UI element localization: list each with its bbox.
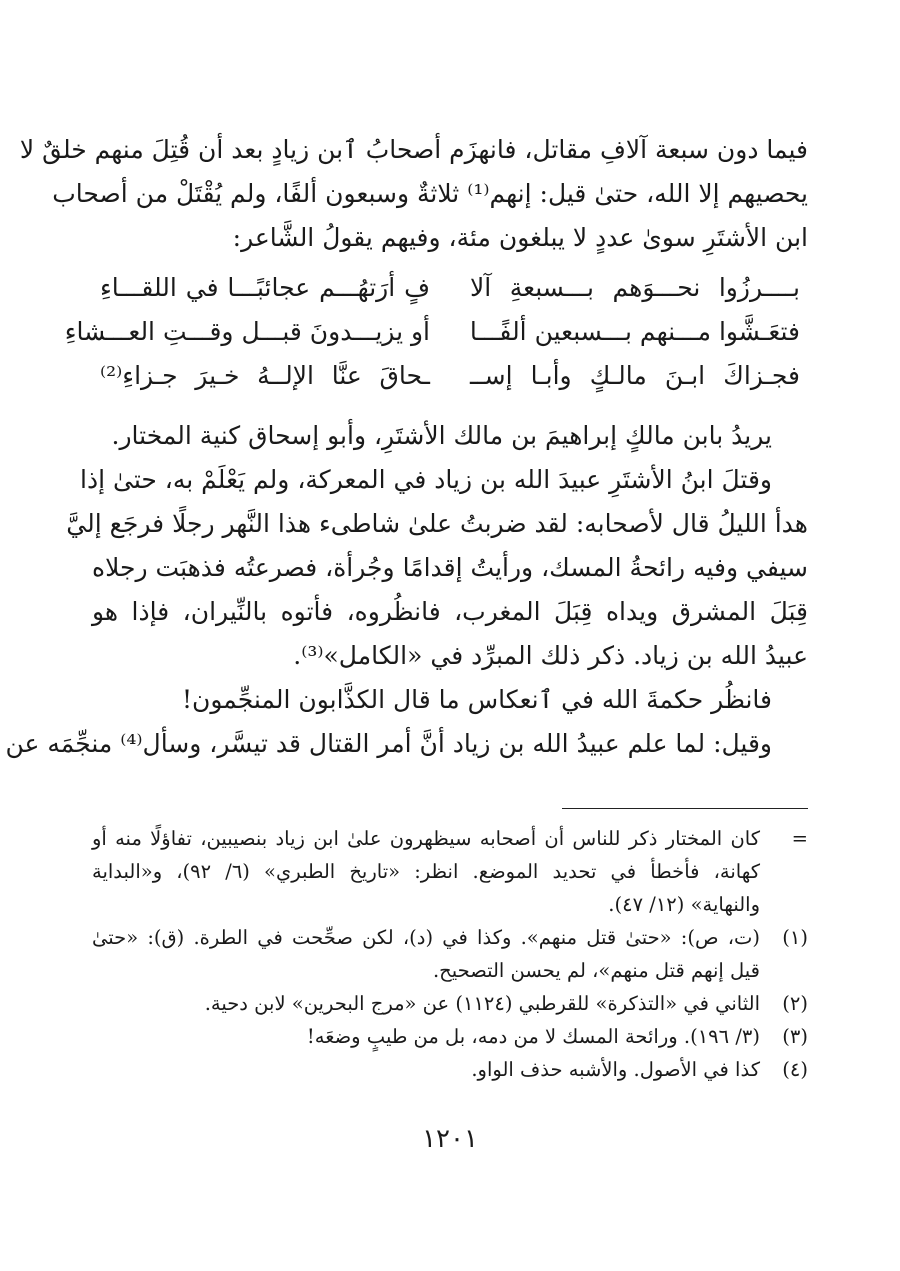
text-line: قِبَلَ المشرق ويداه قِبَلَ المغرب، فانظُروه، فأتوه بالنِّيران، فإذا هو — [92, 597, 808, 626]
footnote-marker: (١) — [782, 926, 808, 949]
verse-first-hemistich: بــــرزُوا نحـــوَهم بـــسبعةِ آلا — [470, 273, 800, 302]
poem-verse — [100, 354, 800, 398]
text-line: فانظُر حكمةَ الله في ٱنعكاس ما قال الكذَّابون المنجِّمون! — [181, 685, 772, 714]
footnote-3 — [92, 1020, 808, 1053]
verse-second-hemistich: فٍ أرَتهُـــم عجائبًـــا في اللقـــاءِ — [100, 273, 430, 302]
footnote-line: الثاني في «التذكرة» للقرطبي (١١٢٤) عن «مرج البحرين» لابن دحية. — [204, 992, 760, 1015]
footnote-marker: (٢) — [782, 992, 808, 1015]
footnote-4 — [92, 1053, 808, 1086]
text-line: هدأ الليلُ قال لأصحابه: لقد ضربتُ علىٰ شاطىء هذا النَّهر رجلًا فرجَع إليَّ — [66, 509, 808, 538]
main-text-after-poem — [5, 414, 808, 766]
poem-verse — [100, 266, 800, 310]
poem-verse — [64, 310, 800, 354]
main-text-before-poem — [19, 128, 808, 260]
page-number: ١٢٠١ — [422, 1124, 478, 1154]
verse-first-hemistich: فتعَـشَّوا مـــنهم بـــسبعين ألفًـــا — [469, 317, 800, 346]
footnote-line: كان المختار ذكر للناس أن أصحابه سيظهرون علىٰ ابن زياد بنصيبين، تفاؤلًا منه أو — [92, 827, 760, 850]
text-line: عبيدُ الله بن زياد. ذكر ذلك المبرِّد في «الكامل»⁽³⁾. — [293, 641, 808, 670]
footnote-marker: (٤) — [782, 1058, 808, 1081]
verse-second-hemistich: ـحاقَ عنَّا الإلــهُ خـيرَ جـزاءِ⁽²⁾ — [100, 361, 430, 390]
footnotes — [92, 822, 808, 1086]
text-line: يحصيهم إلا الله، حتىٰ قيل: إنهم⁽¹⁾ ثلاثةٌ وسبعون ألفًا، ولم يُقْتَلْ من أصحاب — [52, 179, 808, 208]
text-line: فيما دون سبعة آلافِ مقاتل، فانهزَم أصحابُ ٱبن زيادٍ بعد أن قُتِلَ منهم خلقٌ لا — [19, 135, 808, 164]
footnote-2 — [92, 987, 808, 1020]
footnote-line: قيل إنهم قتل منهم»، لم يحسن التصحيح. — [432, 959, 760, 982]
footnote-line: (ت، ص): «حتىٰ قتل منهم». وكذا في (د)، لكن صحِّحت في الطرة. (ق): «حتىٰ — [92, 926, 760, 949]
footnote-separator — [562, 808, 808, 809]
text-line: وقتلَ ابنُ الأشتَرِ عبيدَ الله بن زياد في المعركة، ولم يَعْلَمْ به، حتىٰ إذا — [80, 465, 772, 494]
footnote-marker: = — [791, 827, 808, 850]
footnote-marker: (٣) — [782, 1025, 808, 1048]
verse-second-hemistich: أو يزيـــدونَ قبـــل وقـــتِ العـــشاءِ — [64, 317, 430, 346]
text-line: سيفي وفيه رائحةُ المسك، ورأيتُ إقدامًا وجُرأة، فصرعتُه فذهبَت رجلاه — [92, 553, 808, 582]
verse-first-hemistich: فجـزاكَ ابـنَ مالـكٍ وأبـا إســ — [470, 361, 800, 390]
footnote-continued — [92, 822, 808, 921]
text-line: ابن الأشتَرِ سوىٰ عددٍ لا يبلغون مئة، وفيهم يقولُ الشَّاعر: — [232, 223, 808, 252]
poem — [64, 266, 800, 398]
footnote-1 — [92, 921, 808, 987]
footnote-line: كذا في الأصول. والأشبه حذف الواو. — [471, 1058, 760, 1081]
footnote-line: (٣/ ١٩٦). ورائحة المسك لا من دمه، بل من طيبٍ وضعَه! — [306, 1025, 760, 1048]
text-line: وقيل: لما علم عبيدُ الله بن زياد أنَّ أمر القتال قد تيسَّر، وسأل⁽⁴⁾ منجِّمَه عن — [5, 729, 772, 758]
footnote-line: كهانة، فأخطأ في تحديد الموضع. انظر: «تاريخ الطبري» (٦/ ٩٢)، و«البداية — [92, 860, 760, 883]
footnote-line: والنهاية» (١٢/ ٤٧). — [608, 893, 760, 916]
text-line: يريدُ بابن مالكٍ إبراهيمَ بن مالك الأشتَرِ، وأبو إسحاق كنية المختار. — [111, 421, 772, 450]
